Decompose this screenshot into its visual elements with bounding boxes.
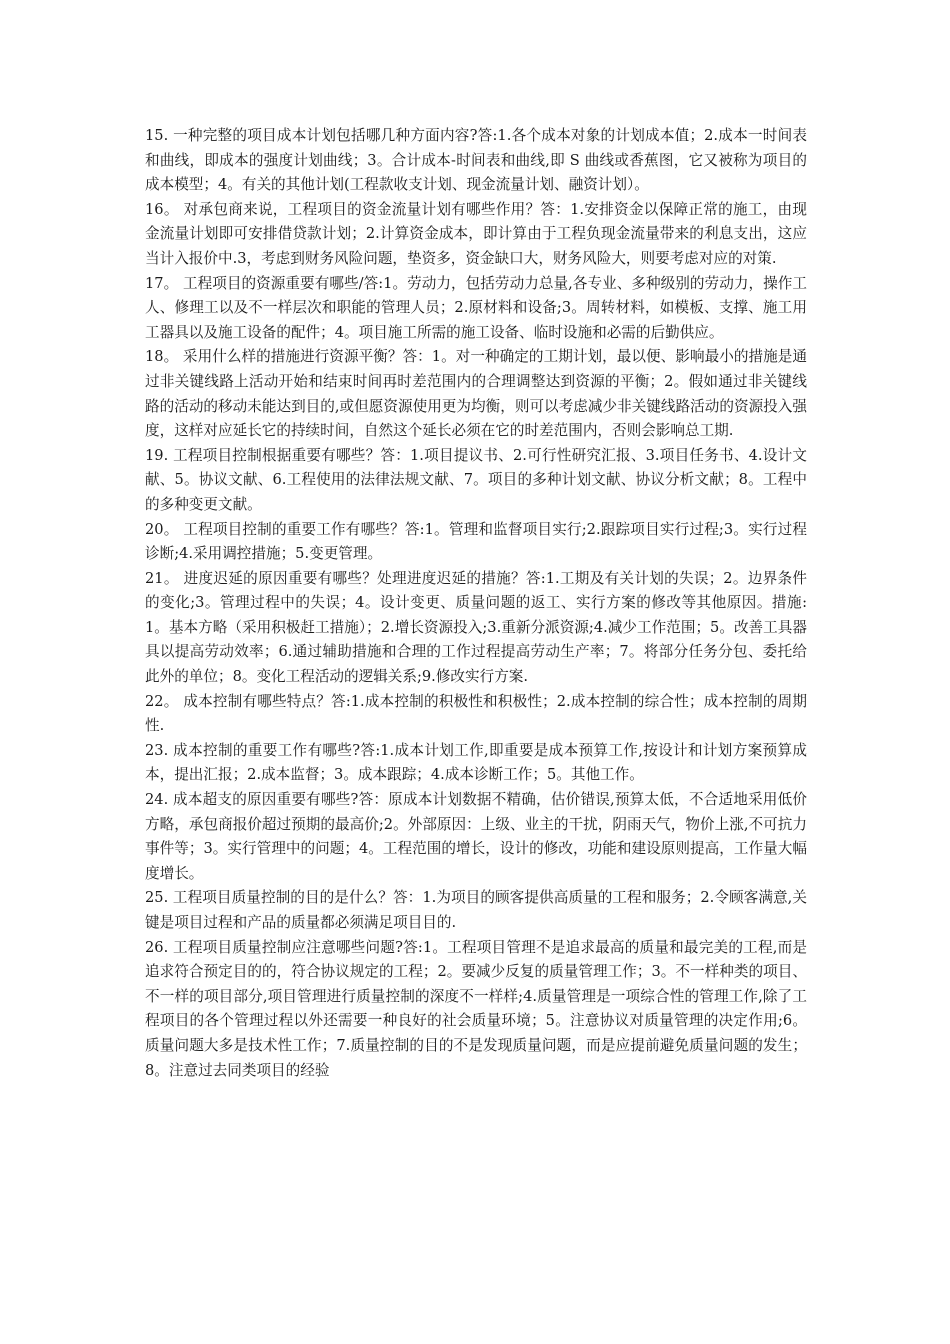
paragraph-q26: 26. 工程项目质量控制应注意哪些问题?答:1。工程项目管理不是追求最高的质量和最完美的工程,而是追求符合预定目的的，符合协议规定的工程；2。要减少反复的质量管理工作；3。不一样种类的项目、不一样的项目部分,项目管理进行质量控制的深度不一样样;4.质量管理是一项综合性的管理工作,除了工程项目的各个管理过程以外还需要一种良好的社会质量环境；5。注意协议对质量管理的决定作用;6。质量问题大多是技术性工作；7.质量控制的目的不是发现质量问题，而是应提前避免质量问题的发生；8。注意过去同类项目的经验 bbox=[145, 938, 807, 1079]
paragraph-q16: 16。 对承包商来说，工程项目的资金流量计划有哪些作用？答：1.安排资金以保障正常的施工，由现金流量计划即可安排借贷款计划；2.计算资金成本，即计算由于工程负现金流量带来的利息支出，这应当计入报价中.3，考虑到财务风险问题，垫资多，资金缺口大，财务风险大，则要考虑对应的对策. bbox=[145, 200, 807, 267]
paragraph-q19: 19. 工程项目控制根据重要有哪些？答：1.项目提议书、2.可行性研究汇报、3.项目任务书、4.设计文献、5。协议文献、6.工程使用的法律法规文献、7。项目的多种计划文献、协议分析文献；8。工程中的多种变更文献。 bbox=[145, 446, 807, 513]
paragraph-q21: 21。 进度迟延的原因重要有哪些？处理进度迟延的措施？答:1.工期及有关计划的失误；2。边界条件的变化;3。管理过程中的失误；4。设计变更、质量问题的返工、实行方案的修改等其他原因。措施:1。基本方略（采用积极赶工措施）；2.增长资源投入;3.重新分派资源;4.减少工作范围；5。改善工具器具以提高劳动效率；6.通过辅助措施和合理的工作过程提高劳动生产率；7。将部分任务分包、委托给此外的单位；8。变化工程活动的逻辑关系;9.修改实行方案. bbox=[145, 569, 807, 686]
paragraph-q22: 22。 成本控制有哪些特点？答:1.成本控制的积极性和积极性；2.成本控制的综合性；成本控制的周期性. bbox=[145, 692, 807, 735]
document-body bbox=[145, 124, 807, 1083]
paragraph-q18: 18。 采用什么样的措施进行资源平衡？答：1。对一种确定的工期计划，最以便、影响最小的措施是通过非关键线路上活动开始和结束时间再时差范围内的合理调整达到资源的平衡；2。假如通过非关键线路的活动的移动未能达到目的,或但愿资源使用更为均衡，则可以考虑减少非关键线路活动的资源投入强度，这样对应延长它的持续时间，自然这个延长必须在它的时差范围内，否则会影响总工期. bbox=[145, 348, 807, 440]
paragraph-q15: 15. 一种完整的项目成本计划包括哪几种方面内容?答:1.各个成本对象的计划成本值；2.成本一时间表和曲线，即成本的强度计划曲线；3。合计成本-时间表和曲线,即 S 曲线或香蕉图，它又被称为项目的成本模型；4。有关的其他计划(工程款收支计划、现金流量计划、融资计划）。 bbox=[145, 127, 807, 194]
paragraph-q20: 20。 工程项目控制的重要工作有哪些？答:1。管理和监督项目实行;2.跟踪项目实行过程;3。实行过程诊断;4.采用调控措施；5.变更管理。 bbox=[145, 520, 807, 563]
paragraph-q25: 25. 工程项目质量控制的目的是什么？答：1.为项目的顾客提供高质量的工程和服务；2.令顾客满意,关键是项目过程和产品的质量都必须满足项目目的. bbox=[145, 889, 807, 931]
paragraph-q23: 23. 成本控制的重要工作有哪些?答:1.成本计划工作,即重要是成本预算工作,按设计和计划方案预算成本，提出汇报；2.成本监督；3。成本跟踪；4.成本诊断工作；5。其他工作。 bbox=[145, 741, 807, 784]
paragraph-q17: 17。 工程项目的资源重要有哪些/答:1。劳动力，包括劳动力总量,各专业、多种级别的劳动力，操作工人、修理工以及不一样层次和职能的管理人员；2.原材料和设备;3。周转材料，如模板、支撑、施工用工器具以及施工设备的配件；4。项目施工所需的施工设备、临时设施和必需的后勤供应。 bbox=[145, 274, 807, 341]
paragraph-q24: 24. 成本超支的原因重要有哪些?答：原成本计划数据不精确，估价错误,预算太低，不合适地采用低价方略，承包商报价超过预期的最高价;2。外部原因：上级、业主的干扰，阴雨天气，物价上涨,不可抗力事件等；3。实行管理中的问题；4。工程范围的增长，设计的修改，功能和建设原则提高，工作量大幅度增长。 bbox=[145, 791, 807, 882]
